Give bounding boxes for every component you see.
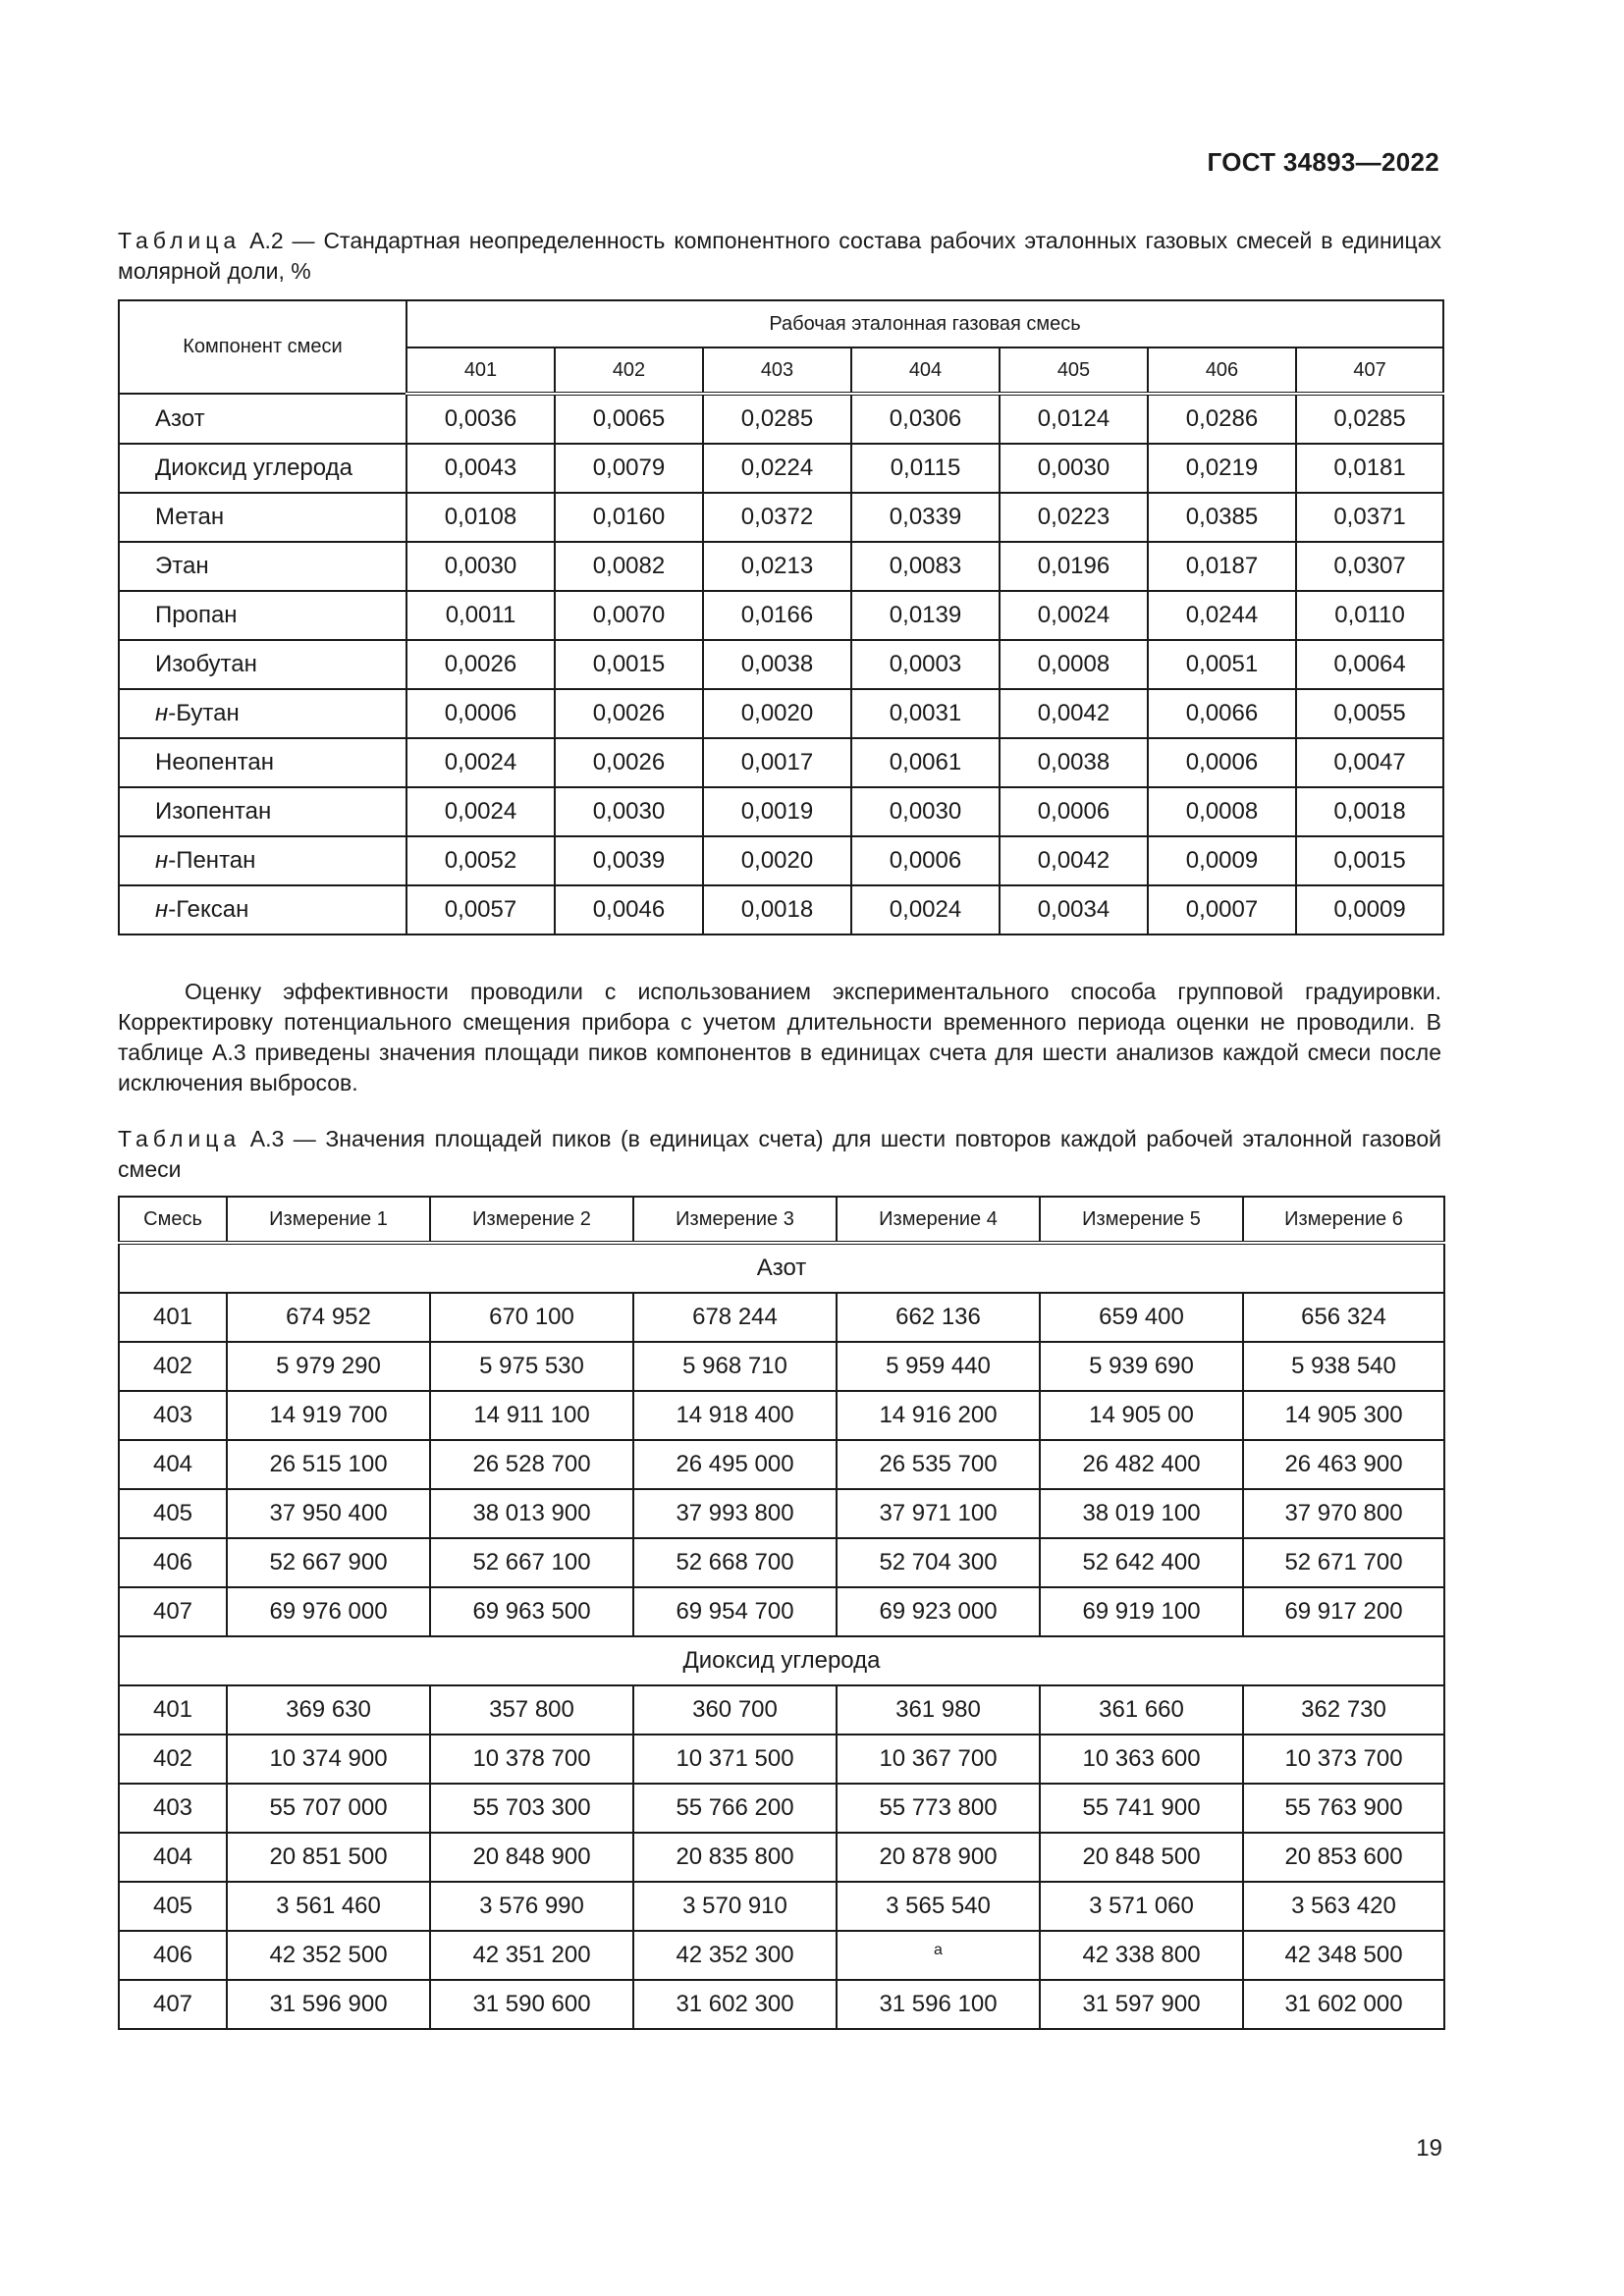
mixture-id: 402: [119, 1735, 227, 1784]
table-cell: 52 642 400: [1040, 1538, 1243, 1587]
caption-text: А.3 — Значения площадей пиков (в единицах счета) для шести повторов каждой рабочей эталонной газовой смеси: [118, 1126, 1441, 1182]
table-cell: 42 352 500: [227, 1931, 430, 1980]
table-cell: 14 905 300: [1243, 1391, 1444, 1440]
table-cell: 357 800: [430, 1685, 633, 1735]
table-cell: 361 980: [837, 1685, 1040, 1735]
mixture-id: 403: [119, 1784, 227, 1833]
mixture-id: 405: [119, 1489, 227, 1538]
table-cell: 0,0026: [406, 640, 555, 689]
table-cell: 0,0031: [851, 689, 1000, 738]
table-cell: 26 482 400: [1040, 1440, 1243, 1489]
table-cell: 5 959 440: [837, 1342, 1040, 1391]
table-cell: 31 597 900: [1040, 1980, 1243, 2029]
column-header-mixture: 405: [1000, 347, 1148, 394]
table-cell: 20 851 500: [227, 1833, 430, 1882]
table-cell: 10 371 500: [633, 1735, 837, 1784]
section-row: [119, 1243, 1444, 1293]
table-cell: 0,0083: [851, 542, 1000, 591]
table-cell: 3 571 060: [1040, 1882, 1243, 1931]
column-header-mixture: 402: [555, 347, 703, 394]
table-cell: 20 848 500: [1040, 1833, 1243, 1882]
table-cell: 0,0039: [555, 836, 703, 885]
table-cell: 55 763 900: [1243, 1784, 1444, 1833]
table-cell: 10 378 700: [430, 1735, 633, 1784]
table-cell: 20 848 900: [430, 1833, 633, 1882]
table-cell: 0,0385: [1148, 493, 1296, 542]
section-title: Диоксид углерода: [119, 1636, 1444, 1685]
table-a2: [118, 299, 1444, 935]
table-cell: 69 976 000: [227, 1587, 430, 1636]
table-cell: 10 374 900: [227, 1735, 430, 1784]
table-row: [119, 1342, 1444, 1391]
section-title: Азот: [119, 1243, 1444, 1293]
table-cell: 0,0047: [1296, 738, 1443, 787]
table-cell: 656 324: [1243, 1293, 1444, 1342]
column-header-component: Компонент смеси: [119, 300, 406, 394]
table-cell: 3 561 460: [227, 1882, 430, 1931]
table-cell: 0,0015: [555, 640, 703, 689]
component-prefix: н: [155, 700, 169, 726]
component-label: -Пентан: [168, 847, 256, 874]
table-row: [119, 689, 1443, 738]
table-cell: 0,0166: [703, 591, 851, 640]
column-header: Измерение 6: [1243, 1197, 1444, 1243]
column-header: Измерение 2: [430, 1197, 633, 1243]
mixture-id: 406: [119, 1931, 227, 1980]
table-cell: 0,0018: [1296, 787, 1443, 836]
table-a3-caption: [118, 1124, 1441, 1185]
table-row: [119, 1980, 1444, 2029]
table-row: [119, 1440, 1444, 1489]
footnote-mark: a: [934, 1941, 943, 1958]
table-cell: 0,0286: [1148, 394, 1296, 444]
table-cell: 0,0079: [555, 444, 703, 493]
component-label: Диоксид углерода: [155, 454, 352, 481]
table-cell: 0,0036: [406, 394, 555, 444]
component-label: Неопентан: [155, 749, 274, 775]
table-cell: 3 576 990: [430, 1882, 633, 1931]
table-cell: 20 878 900: [837, 1833, 1040, 1882]
table-cell: 0,0285: [1296, 394, 1443, 444]
table-cell: 5 979 290: [227, 1342, 430, 1391]
table-cell: 31 590 600: [430, 1980, 633, 2029]
table-cell: 0,0030: [406, 542, 555, 591]
mixture-id: 404: [119, 1440, 227, 1489]
table-cell: 0,0070: [555, 591, 703, 640]
table-row: [119, 1833, 1444, 1882]
table-cell: 37 993 800: [633, 1489, 837, 1538]
table-row: [119, 885, 1443, 934]
table-row: [119, 1293, 1444, 1342]
table-cell: 361 660: [1040, 1685, 1243, 1735]
table-a3: [118, 1196, 1445, 2030]
component-label: Этан: [155, 553, 209, 579]
table-row: [119, 738, 1443, 787]
table-cell: 38 013 900: [430, 1489, 633, 1538]
table-cell: [837, 1931, 1040, 1980]
component-label: Метан: [155, 504, 225, 530]
component-label: -Гексан: [168, 896, 249, 923]
table-cell: 14 905 00: [1040, 1391, 1243, 1440]
table-cell: 42 352 300: [633, 1931, 837, 1980]
table-cell: 10 373 700: [1243, 1735, 1444, 1784]
table-cell: 0,0055: [1296, 689, 1443, 738]
table-row: [119, 1538, 1444, 1587]
table-cell: 55 707 000: [227, 1784, 430, 1833]
table-cell: 52 704 300: [837, 1538, 1040, 1587]
table-cell: 5 938 540: [1243, 1342, 1444, 1391]
table-cell: 0,0008: [1000, 640, 1148, 689]
table-cell: 0,0108: [406, 493, 555, 542]
table-cell: 42 348 500: [1243, 1931, 1444, 1980]
table-cell: 26 535 700: [837, 1440, 1040, 1489]
table-row: [119, 1685, 1444, 1735]
table-cell: 0,0042: [1000, 689, 1148, 738]
table-cell: 37 950 400: [227, 1489, 430, 1538]
table-cell: 659 400: [1040, 1293, 1243, 1342]
table-cell: 0,0009: [1148, 836, 1296, 885]
table-cell: 42 338 800: [1040, 1931, 1243, 1980]
table-cell: 31 596 100: [837, 1980, 1040, 2029]
table-cell: 37 971 100: [837, 1489, 1040, 1538]
table-cell: 52 668 700: [633, 1538, 837, 1587]
table-row: [119, 591, 1443, 640]
paragraph-text: Оценку эффективности проводили с использованием экспериментального способа групповой градуировки. Корректировку потенциального смещения прибора с учетом длительности временного периода оценки не проводили. В таблице А.3 приведены значения площади пиков компонентов в единицах счета для шести анализов каждой смеси после исключения выбросов.: [118, 979, 1441, 1095]
table-cell: 0,0003: [851, 640, 1000, 689]
table-cell: 69 963 500: [430, 1587, 633, 1636]
table-cell: 0,0306: [851, 394, 1000, 444]
table-cell: 0,0124: [1000, 394, 1148, 444]
mixture-id: 401: [119, 1293, 227, 1342]
table-cell: 55 766 200: [633, 1784, 837, 1833]
table-cell: 0,0024: [1000, 591, 1148, 640]
column-header-mixture: 404: [851, 347, 1000, 394]
table-cell: 0,0285: [703, 394, 851, 444]
component-label: Изобутан: [155, 651, 257, 677]
mixture-id: 405: [119, 1882, 227, 1931]
component-name: [119, 689, 406, 738]
component-name: [119, 836, 406, 885]
table-cell: 0,0187: [1148, 542, 1296, 591]
table-cell: 69 954 700: [633, 1587, 837, 1636]
table-cell: 0,0026: [555, 738, 703, 787]
table-row: [119, 1489, 1444, 1538]
component-name: [119, 640, 406, 689]
table-row: [119, 1931, 1444, 1980]
column-header-mixture: 407: [1296, 347, 1443, 394]
table-row: [119, 1391, 1444, 1440]
table-cell: 0,0006: [1148, 738, 1296, 787]
table-cell: 0,0043: [406, 444, 555, 493]
table-cell: 0,0007: [1148, 885, 1296, 934]
column-header: Смесь: [119, 1197, 227, 1243]
caption-label: Таблица: [118, 1126, 242, 1151]
table-cell: 52 667 900: [227, 1538, 430, 1587]
table-cell: 0,0034: [1000, 885, 1148, 934]
table-cell: 10 367 700: [837, 1735, 1040, 1784]
table-cell: 0,0082: [555, 542, 703, 591]
table-cell: 0,0020: [703, 836, 851, 885]
table-row: [119, 1735, 1444, 1784]
table-cell: 55 703 300: [430, 1784, 633, 1833]
table-cell: 31 602 300: [633, 1980, 837, 2029]
table-cell: 0,0110: [1296, 591, 1443, 640]
mixture-id: 401: [119, 1685, 227, 1735]
table-cell: 0,0024: [406, 787, 555, 836]
table-cell: 662 136: [837, 1293, 1040, 1342]
table-cell: 0,0038: [1000, 738, 1148, 787]
table-cell: 0,0006: [406, 689, 555, 738]
table-cell: 0,0024: [406, 738, 555, 787]
table-cell: 0,0065: [555, 394, 703, 444]
table-row: [119, 493, 1443, 542]
caption-text: А.2 — Стандартная неопределенность компонентного состава рабочих эталонных газовых смесей в единицах молярной доли, %: [118, 228, 1441, 284]
table-cell: 0,0015: [1296, 836, 1443, 885]
column-group-header: Рабочая эталонная газовая смесь: [406, 300, 1443, 347]
component-name: [119, 885, 406, 934]
table-row: [119, 394, 1443, 444]
table-cell: 20 853 600: [1243, 1833, 1444, 1882]
table-cell: 0,0064: [1296, 640, 1443, 689]
table-cell: 20 835 800: [633, 1833, 837, 1882]
table-cell: 0,0020: [703, 689, 851, 738]
table-row: [119, 640, 1443, 689]
table-cell: 0,0008: [1148, 787, 1296, 836]
table-cell: 0,0219: [1148, 444, 1296, 493]
table-cell: 0,0115: [851, 444, 1000, 493]
table-cell: 674 952: [227, 1293, 430, 1342]
table-cell: 0,0372: [703, 493, 851, 542]
table-cell: 0,0042: [1000, 836, 1148, 885]
table-cell: 0,0061: [851, 738, 1000, 787]
component-prefix: н: [155, 896, 169, 923]
table-cell: 0,0046: [555, 885, 703, 934]
table-cell: 0,0030: [555, 787, 703, 836]
table-cell: 14 919 700: [227, 1391, 430, 1440]
table-cell: 69 917 200: [1243, 1587, 1444, 1636]
table-row: [119, 444, 1443, 493]
mixture-id: 404: [119, 1833, 227, 1882]
table-cell: 26 515 100: [227, 1440, 430, 1489]
table-cell: 5 939 690: [1040, 1342, 1243, 1391]
table-cell: 0,0223: [1000, 493, 1148, 542]
mixture-id: 407: [119, 1587, 227, 1636]
table-cell: 42 351 200: [430, 1931, 633, 1980]
table-cell: 0,0224: [703, 444, 851, 493]
table-cell: 0,0019: [703, 787, 851, 836]
component-label: Изопентан: [155, 798, 272, 825]
table-cell: 14 918 400: [633, 1391, 837, 1440]
caption-label: Таблица: [118, 228, 242, 253]
table-cell: 0,0213: [703, 542, 851, 591]
table-cell: 38 019 100: [1040, 1489, 1243, 1538]
table-cell: 26 528 700: [430, 1440, 633, 1489]
table-cell: 0,0009: [1296, 885, 1443, 934]
table-cell: 0,0006: [851, 836, 1000, 885]
table-cell: 31 596 900: [227, 1980, 430, 2029]
table-cell: 26 463 900: [1243, 1440, 1444, 1489]
table-cell: 0,0066: [1148, 689, 1296, 738]
body-paragraph: [118, 977, 1441, 1098]
table-a2-caption: [118, 226, 1441, 287]
table-cell: 5 968 710: [633, 1342, 837, 1391]
table-cell: 55 741 900: [1040, 1784, 1243, 1833]
table-cell: 0,0052: [406, 836, 555, 885]
table-cell: 31 602 000: [1243, 1980, 1444, 2029]
table-cell: 5 975 530: [430, 1342, 633, 1391]
component-name: [119, 542, 406, 591]
table-cell: 37 970 800: [1243, 1489, 1444, 1538]
table-cell: 0,0017: [703, 738, 851, 787]
table-cell: 52 671 700: [1243, 1538, 1444, 1587]
table-row: [119, 787, 1443, 836]
table-cell: 0,0018: [703, 885, 851, 934]
table-row: [119, 1587, 1444, 1636]
table-cell: 0,0030: [851, 787, 1000, 836]
table-cell: 14 911 100: [430, 1391, 633, 1440]
table-row: [119, 1784, 1444, 1833]
column-header: Измерение 5: [1040, 1197, 1243, 1243]
table-cell: 0,0244: [1148, 591, 1296, 640]
table-cell: 0,0030: [1000, 444, 1148, 493]
section-row: [119, 1636, 1444, 1685]
column-header-mixture: 406: [1148, 347, 1296, 394]
table-row: [119, 1882, 1444, 1931]
page-number: 19: [1416, 2135, 1442, 2162]
component-name: [119, 394, 406, 444]
component-name: [119, 591, 406, 640]
table-cell: 0,0051: [1148, 640, 1296, 689]
table-cell: 0,0024: [851, 885, 1000, 934]
table-cell: 52 667 100: [430, 1538, 633, 1587]
table-cell: 26 495 000: [633, 1440, 837, 1489]
table-cell: 0,0181: [1296, 444, 1443, 493]
component-label: Пропан: [155, 602, 238, 628]
table-cell: 0,0160: [555, 493, 703, 542]
mixture-id: 403: [119, 1391, 227, 1440]
column-header-mixture: 401: [406, 347, 555, 394]
component-label: -Бутан: [168, 700, 240, 726]
component-label: Азот: [155, 404, 205, 432]
table-cell: 69 923 000: [837, 1587, 1040, 1636]
table-cell: 3 563 420: [1243, 1882, 1444, 1931]
table-cell: 362 730: [1243, 1685, 1444, 1735]
table-cell: 0,0006: [1000, 787, 1148, 836]
table-cell: 0,0038: [703, 640, 851, 689]
component-name: [119, 787, 406, 836]
table-cell: 678 244: [633, 1293, 837, 1342]
mixture-id: 402: [119, 1342, 227, 1391]
mixture-id: 406: [119, 1538, 227, 1587]
component-name: [119, 493, 406, 542]
column-header: Измерение 1: [227, 1197, 430, 1243]
column-header: Измерение 4: [837, 1197, 1040, 1243]
table-cell: 369 630: [227, 1685, 430, 1735]
table-cell: 14 916 200: [837, 1391, 1040, 1440]
table-cell: 0,0011: [406, 591, 555, 640]
table-row: [119, 836, 1443, 885]
table-cell: 0,0026: [555, 689, 703, 738]
table-row: [119, 542, 1443, 591]
table-cell: 0,0307: [1296, 542, 1443, 591]
mixture-id: 407: [119, 1980, 227, 2029]
table-cell: 670 100: [430, 1293, 633, 1342]
column-header: Измерение 3: [633, 1197, 837, 1243]
table-cell: 0,0196: [1000, 542, 1148, 591]
table-cell: 3 565 540: [837, 1882, 1040, 1931]
table-cell: 3 570 910: [633, 1882, 837, 1931]
table-cell: 0,0339: [851, 493, 1000, 542]
table-cell: 0,0057: [406, 885, 555, 934]
component-name: [119, 738, 406, 787]
table-cell: 10 363 600: [1040, 1735, 1243, 1784]
table-cell: 360 700: [633, 1685, 837, 1735]
table-cell: 0,0139: [851, 591, 1000, 640]
document-id: ГОСТ 34893—2022: [1207, 147, 1439, 177]
component-prefix: н: [155, 847, 169, 874]
column-header-mixture: 403: [703, 347, 851, 394]
table-cell: 0,0371: [1296, 493, 1443, 542]
component-name: [119, 444, 406, 493]
table-cell: 69 919 100: [1040, 1587, 1243, 1636]
table-cell: 55 773 800: [837, 1784, 1040, 1833]
